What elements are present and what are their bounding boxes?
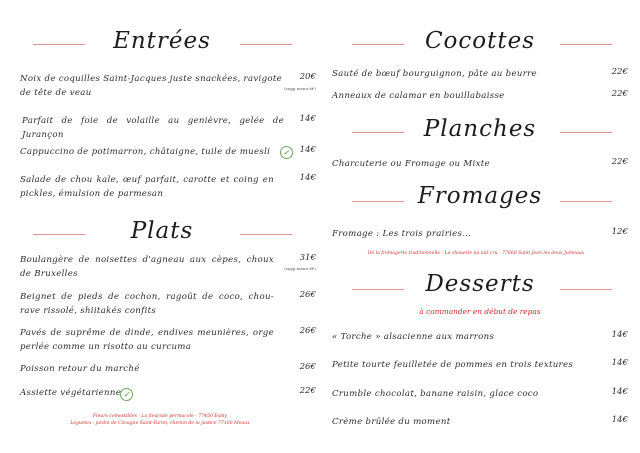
- planches-rule-left: [352, 132, 404, 133]
- menu-price: 26€: [299, 362, 316, 372]
- desserts-title: Desserts: [425, 271, 535, 297]
- menu-price: 14€: [299, 114, 316, 124]
- menu-item: Crumble chocolat, banane raisin, glace coco: [332, 389, 539, 399]
- menu-item: Cappuccino de potimarron, châtaigne, tuile de muesli: [20, 147, 271, 157]
- entrees-rule-left: [33, 44, 85, 45]
- menu-item: Sauté de bœuf bourguignon, pâte au beurre: [332, 69, 537, 79]
- supplement-note: (supp menu 6€): [284, 86, 316, 91]
- cocottes-title: Cocottes: [424, 28, 536, 54]
- supplement-note: (supp menu 6€): [284, 266, 316, 271]
- fromages-rule-right: [560, 201, 612, 202]
- menu-item: Anneaux de calamar en bouillabaisse: [332, 91, 505, 101]
- menu-item: Salade de chou kale, œuf parfait, carotte et coing en pickles, émulsion de parmesan: [20, 175, 274, 199]
- entrees-title: Entrées: [113, 28, 211, 54]
- desserts-subtitle: à commander en début de repas: [419, 307, 541, 316]
- menu-item: « Torche » alsacienne aux marrons: [332, 332, 495, 342]
- plats-footer-flowers: Fleurs comestibles - La fleuriste permacole - 77450 Esbly: [92, 414, 228, 419]
- menu-price: 31€: [299, 253, 316, 263]
- menu-price: 22€: [611, 89, 628, 99]
- menu-item: Boulangère de noisettes d'agneau aux cèpes, choux de Bruxelles: [20, 255, 274, 279]
- plats-rule-right: [240, 234, 292, 235]
- menu-price: 14€: [299, 173, 316, 183]
- plats-rule-left: [33, 234, 85, 235]
- menu-price: 12€: [611, 227, 628, 237]
- planches-rule-right: [560, 132, 612, 133]
- menu-price: 14€: [611, 358, 628, 368]
- menu-item: Charcuterie ou Fromage ou Mixte: [332, 159, 490, 169]
- cocottes-rule-right: [560, 44, 612, 45]
- menu-item: Fromage : Les trois prairies…: [332, 229, 472, 239]
- entrees-rule-right: [240, 44, 292, 45]
- fromages-rule-left: [352, 201, 404, 202]
- menu-price: 14€: [611, 387, 628, 397]
- menu-price: 20€: [299, 72, 316, 82]
- menu-price: 14€: [611, 330, 628, 340]
- menu-item: Parfait de foie de volaille au genièvre, gelée de Jurançon: [22, 116, 284, 140]
- vegetarian-icon: ✓: [120, 388, 133, 401]
- vegetarian-icon: ✓: [280, 146, 293, 159]
- desserts-rule-left: [352, 289, 404, 290]
- plats-title: Plats: [130, 218, 194, 244]
- menu-item: Petite tourte feuilletée de pommes en trois textures: [332, 360, 574, 370]
- menu-item: Beignet de pieds de cochon, ragoût de coco, chou-rave rissolé, shiitakés confits: [20, 292, 274, 316]
- menu-price: 26€: [299, 326, 316, 336]
- menu-price: 22€: [299, 386, 316, 396]
- desserts-rule-right: [560, 289, 612, 290]
- menu-item: Noix de coquilles Saint-Jacques juste snackées, ravigote de tête de veau: [20, 74, 282, 98]
- menu-price: 22€: [611, 67, 628, 77]
- menu-price: 14€: [611, 415, 628, 425]
- fromages-source: De la fromagerie traditionnelle - La chouette au lait cru - 77660 Saint Jean les deux Jumeaux: [367, 251, 585, 256]
- menu-item: Assiette végétarienne: [20, 388, 122, 398]
- cocottes-rule-left: [352, 44, 404, 45]
- menu-item: Pavés de suprême de dinde, endives meunières, orge perlée comme un risotto au curcuma: [20, 328, 274, 352]
- menu-price: 26€: [299, 290, 316, 300]
- menu-item: Poisson retour du marché: [20, 364, 140, 374]
- menu-item: Crème brûlée du moment: [332, 417, 451, 427]
- menu-price: 22€: [611, 157, 628, 167]
- fromages-title: Fromages: [417, 183, 543, 209]
- plats-footer-vegetables: Légumes : jardin de Cocagne Saint-Faron, chemin de la justice 77100 Meaux: [70, 421, 250, 426]
- menu-price: 14€: [299, 145, 316, 155]
- planches-title: Planches: [423, 116, 537, 142]
